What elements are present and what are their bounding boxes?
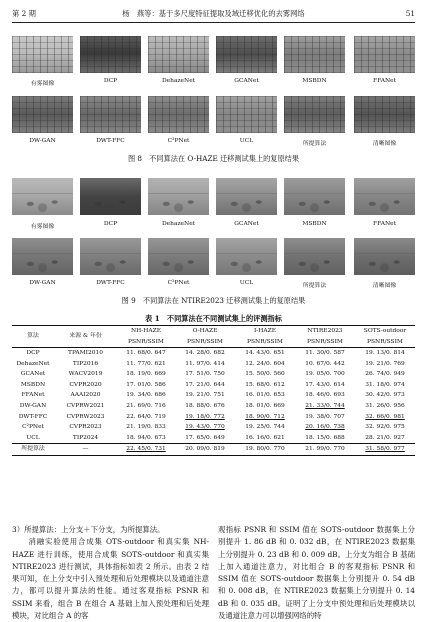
algo-cell: DWT-FFC bbox=[18, 413, 48, 420]
image-label: GCANet bbox=[234, 221, 259, 227]
metric-cell: 21. 99/0. 770 bbox=[295, 444, 355, 456]
metric-cell: 18. 01/0. 669 bbox=[245, 402, 285, 409]
figure-8-row-2 bbox=[12, 96, 415, 133]
col-header-source: 来源 & 年份 bbox=[54, 326, 117, 348]
metric-cell: 17. 21/0. 644 bbox=[185, 381, 225, 388]
metric-cell: 19. 13/0. 814 bbox=[365, 350, 405, 356]
result-image bbox=[148, 238, 209, 275]
metric-cell: 32. 66/0. 981 bbox=[365, 413, 405, 420]
algo-cell: C²PNet bbox=[22, 424, 44, 431]
algo-cell: DCP bbox=[26, 350, 40, 356]
metric-cell: 22. 45/0. 731 bbox=[117, 444, 175, 456]
result-image bbox=[284, 178, 345, 215]
result-image bbox=[354, 96, 415, 133]
figure-8-labels-1 bbox=[12, 78, 415, 88]
image-label: 所提算法 bbox=[302, 141, 327, 147]
image-label: MSBDN bbox=[302, 221, 327, 227]
result-image bbox=[12, 36, 73, 73]
result-image bbox=[148, 96, 209, 133]
image-label: DWT-FFC bbox=[96, 138, 125, 144]
image-label: UCL bbox=[239, 280, 254, 286]
result-image bbox=[148, 36, 209, 73]
figure-8 bbox=[12, 36, 415, 158]
algo-cell: FFANet bbox=[21, 392, 45, 399]
table-row bbox=[12, 401, 415, 412]
table-row bbox=[12, 412, 415, 423]
source-cell: TIP2016 bbox=[72, 360, 99, 367]
metric-cell: 11. 30/0. 587 bbox=[305, 350, 345, 356]
algo-cell: DW-GAN bbox=[19, 402, 47, 409]
image-label: DehazeNet bbox=[161, 78, 196, 84]
metric-cell: 12. 24/0. 604 bbox=[245, 360, 285, 367]
metric-cell: 18. 15/0. 688 bbox=[295, 433, 355, 444]
table-row bbox=[12, 422, 415, 433]
col-header-i-haze: I-HAZE bbox=[235, 326, 295, 338]
image-label: UCL bbox=[239, 138, 254, 144]
algo-cell: 所提算法 bbox=[12, 444, 54, 456]
metric-cell: 15. 68/0. 612 bbox=[245, 381, 285, 388]
figure-8-labels-2 bbox=[12, 138, 415, 148]
figure-8-row-1 bbox=[12, 36, 415, 73]
metric-cell: 10. 67/0. 442 bbox=[305, 360, 345, 367]
col-header-o-haze: O-HAZE bbox=[175, 326, 235, 338]
image-label: 清晰图像 bbox=[372, 283, 397, 289]
result-image bbox=[80, 178, 141, 215]
paragraph: 3）所提算法：上分支＋下分支，为所提算法。 bbox=[12, 525, 165, 534]
source-cell: CVPRW2021 bbox=[66, 402, 105, 409]
figure-9-caption: 图 9 不同算法在 NTIRE2023 迁移测试集上的复原结果 bbox=[121, 296, 306, 305]
metric-cell: 14. 43/0. 651 bbox=[245, 350, 285, 356]
metric-cell: 21. 19/0. 833 bbox=[126, 424, 166, 431]
metric-cell: 21. 33/0. 744 bbox=[305, 402, 345, 409]
metric-cell: 16. 01/0. 653 bbox=[245, 392, 285, 399]
metric-cell: 17. 65/0. 649 bbox=[175, 433, 235, 444]
algo-cell: DehazeNet bbox=[16, 360, 50, 367]
result-image bbox=[354, 36, 415, 73]
algo-cell: GCANet bbox=[20, 371, 46, 378]
metric-cell: 16. 16/0. 621 bbox=[235, 433, 295, 444]
metric-cell: 19. 21/0. 751 bbox=[185, 392, 225, 399]
image-label: 有雾图像 bbox=[30, 81, 55, 87]
paragraph: 观指标 PSNR 和 SSIM 值在 SOTS-outdoor 数据集上分别提升 1. 86 dB 和 0. 032 dB，在 NTIRE2023 数据集上分别提升 0. 23 dB 和 0. 009 dB。上分支为组合 B 基础上加入通道注意力，对比组合 B 的客观指标 PSNR 和 SSIM 值在 SOTS-outdoor 数据集上分别提升 0. 54 dB 和 0. 008 dB，在 NTIRE2023 数据集上分别提升 0. 14 dB 和 0. 035 dB。证明了上分支中预处理和后处理模块以及通道注意力可以增强网络的特 bbox=[218, 525, 415, 621]
result-image bbox=[284, 36, 345, 73]
col-subheader: PSNR/SSIM bbox=[295, 337, 355, 348]
source-cell: TPAMI2010 bbox=[68, 350, 103, 356]
metric-cell: 32. 92/0. 975 bbox=[365, 424, 405, 431]
col-header-nh-haze: NH-HAZE bbox=[117, 326, 175, 338]
source-cell: CVPR2023 bbox=[69, 424, 102, 431]
paragraph: 消融实验使用合成集 OTS-outdoor 和真实集 NH-HAZE 进行训练，使用合成集 SOTS-outdoor 和真实集 NTIRE2023 进行测试，具体指标如表 2 所示。由表 2 结果可知，在上分支中引入预处理和后处理模块以及通道注意力，都可以提升算法的性能。通过客观指标 PSNR 和 SSIM 来看，组合 B 在组合 A 基础上加入预处理和后处理模块，对比组合 A 的客 bbox=[12, 537, 209, 621]
metric-cell: 19. 38/0. 707 bbox=[305, 413, 345, 420]
body-column-left bbox=[12, 524, 209, 622]
result-image bbox=[284, 238, 345, 275]
source-cell: CVPRW2023 bbox=[66, 413, 105, 420]
page-number: 51 bbox=[405, 9, 415, 18]
metric-cell: 15. 50/0. 560 bbox=[245, 371, 285, 378]
source-cell: AAAI2020 bbox=[70, 392, 101, 399]
table-1 bbox=[12, 325, 415, 456]
body-column-right bbox=[218, 524, 415, 622]
table-row bbox=[12, 369, 415, 380]
metric-cell: 21. 69/0. 716 bbox=[126, 402, 166, 409]
metric-cell: 20. 16/0. 738 bbox=[305, 424, 345, 431]
algo-cell: UCL bbox=[12, 433, 54, 444]
figure-9-labels-2 bbox=[12, 280, 415, 290]
result-image bbox=[80, 96, 141, 133]
col-header-ntire2023: NTIRE2023 bbox=[295, 326, 355, 338]
image-label: FFANet bbox=[373, 78, 396, 84]
image-label: 清晰图像 bbox=[372, 141, 397, 147]
source-cell: CVPR2020 bbox=[69, 381, 102, 388]
metric-cell: 19. 80/0. 770 bbox=[235, 444, 295, 456]
metric-cell: 17. 51/0. 750 bbox=[185, 371, 225, 378]
figure-9 bbox=[12, 178, 415, 300]
running-title: 杨 燕等：基于多尺度特征提取及域迁移优化的去雾网络 bbox=[122, 9, 305, 18]
algo-cell: MSBDN bbox=[20, 381, 46, 388]
table-row bbox=[12, 359, 415, 370]
table-row bbox=[12, 348, 415, 359]
image-label: DehazeNet bbox=[161, 221, 196, 227]
metric-cell: 19. 18/0. 772 bbox=[185, 413, 225, 420]
source-cell: TIP2024 bbox=[54, 433, 117, 444]
image-label: FFANet bbox=[373, 221, 396, 227]
metric-cell: 19. 43/0. 770 bbox=[185, 424, 225, 431]
metric-cell: 11. 77/0. 621 bbox=[126, 360, 166, 367]
figure-9-labels-1 bbox=[12, 221, 415, 231]
result-image bbox=[80, 36, 141, 73]
metric-cell: 26. 74/0. 949 bbox=[365, 371, 405, 378]
issue-number: 第 2 期 bbox=[12, 9, 36, 18]
image-label: 所提算法 bbox=[302, 283, 327, 289]
metric-cell: 18. 90/0. 712 bbox=[245, 413, 285, 420]
metric-cell: 14. 28/0. 682 bbox=[185, 350, 225, 356]
image-label: DW-GAN bbox=[29, 280, 56, 286]
col-subheader: PSNR/SSIM bbox=[235, 337, 295, 348]
result-image bbox=[354, 178, 415, 215]
image-label: C²PNet bbox=[167, 280, 190, 286]
col-header-sots-outdoor: SOTS-outdoor bbox=[355, 326, 415, 338]
col-header-algo: 算法 bbox=[12, 326, 54, 348]
image-label: GCANet bbox=[234, 78, 259, 84]
metric-cell: 18. 19/0. 669 bbox=[126, 371, 166, 378]
result-image bbox=[216, 238, 277, 275]
table-row bbox=[12, 444, 415, 456]
metric-cell: 28. 21/0. 927 bbox=[355, 433, 415, 444]
image-label: C²PNet bbox=[167, 138, 190, 144]
source-cell: — bbox=[54, 444, 117, 456]
image-label: MSBDN bbox=[302, 78, 327, 84]
col-subheader: PSNR/SSIM bbox=[117, 337, 175, 348]
col-subheader: PSNR/SSIM bbox=[175, 337, 235, 348]
source-cell: WACV2019 bbox=[68, 371, 103, 378]
col-subheader: PSNR/SSIM bbox=[355, 337, 415, 348]
image-label: DW-GAN bbox=[29, 138, 56, 144]
metric-cell: 18. 46/0. 693 bbox=[305, 392, 345, 399]
result-image bbox=[80, 238, 141, 275]
table-row bbox=[12, 433, 415, 444]
figure-8-caption: 图 8 不同算法在 O-HAZE 迁移测试集上的复原结果 bbox=[127, 154, 300, 163]
metric-cell: 22. 64/0. 719 bbox=[126, 413, 166, 420]
metric-cell: 18. 88/0. 676 bbox=[185, 402, 225, 409]
page-header bbox=[12, 9, 415, 21]
result-image bbox=[216, 36, 277, 73]
image-label: 有雾图像 bbox=[30, 224, 55, 230]
result-image bbox=[354, 238, 415, 275]
table-row bbox=[12, 380, 415, 391]
metric-cell: 20. 09/0. 819 bbox=[175, 444, 235, 456]
image-label: DWT-FFC bbox=[96, 280, 125, 286]
header-rule bbox=[12, 22, 415, 23]
result-image bbox=[12, 238, 73, 275]
table-1-caption: 表 1 不同算法在不同测试集上的评测指标 bbox=[145, 314, 282, 323]
metric-cell: 11. 97/0. 414 bbox=[185, 360, 225, 367]
result-image bbox=[284, 96, 345, 133]
image-label: DCP bbox=[103, 221, 118, 227]
metric-cell: 31. 26/0. 956 bbox=[365, 402, 405, 409]
metric-cell: 19. 25/0. 744 bbox=[245, 424, 285, 431]
result-image bbox=[148, 178, 209, 215]
image-label: DCP bbox=[103, 78, 118, 84]
metric-cell: 30. 42/0. 973 bbox=[365, 392, 405, 399]
result-image bbox=[216, 96, 277, 133]
metric-cell: 19. 05/0. 700 bbox=[305, 371, 345, 378]
result-image bbox=[12, 178, 73, 215]
metric-cell: 19. 34/0. 686 bbox=[126, 392, 166, 399]
metric-cell: 19. 21/0. 769 bbox=[365, 360, 405, 367]
figure-9-row-2 bbox=[12, 238, 415, 275]
metric-cell: 31. 18/0. 974 bbox=[365, 381, 405, 388]
result-image bbox=[12, 96, 73, 133]
figure-9-row-1 bbox=[12, 178, 415, 215]
result-image bbox=[216, 178, 277, 215]
metric-cell: 11. 68/0. 647 bbox=[126, 350, 166, 356]
table-row bbox=[12, 390, 415, 401]
metric-cell: 17. 01/0. 586 bbox=[126, 381, 166, 388]
metric-cell: 18. 94/0. 673 bbox=[117, 433, 175, 444]
metric-cell: 17. 43/0. 614 bbox=[305, 381, 345, 388]
metric-cell: 31. 58/0. 977 bbox=[355, 444, 415, 456]
